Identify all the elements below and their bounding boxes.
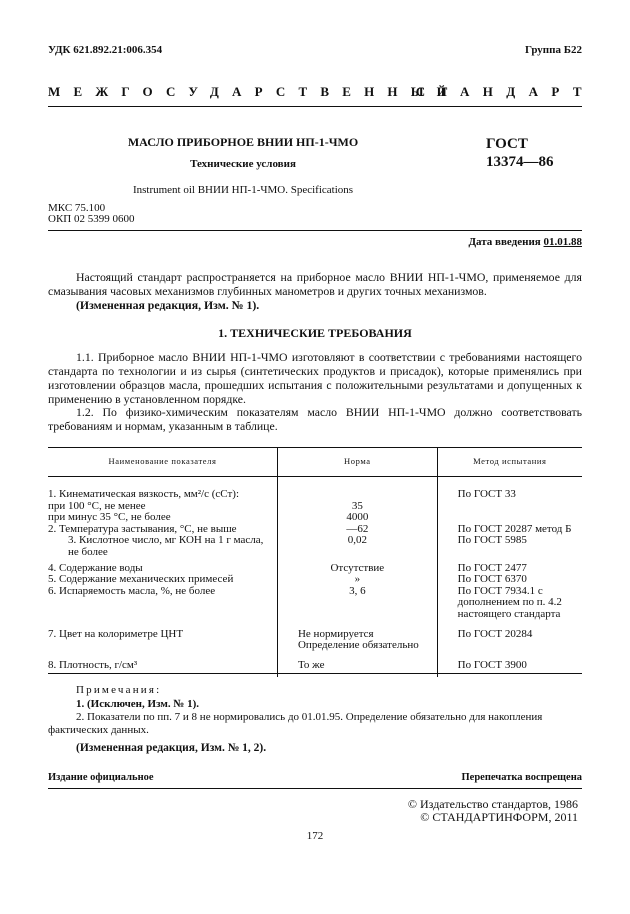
note-1: 1. (Исключен, Изм. № 1). (76, 698, 200, 710)
intro-paragraph (48, 270, 582, 298)
row-name: 5. Содержание механических примесей (48, 574, 277, 586)
row-method: По ГОСТ 7934.1 с дополнением по п. 4.2 настоящего стандарта (457, 584, 562, 620)
section-heading: 1. ТЕХНИЧЕСКИЕ ТРЕБОВАНИЯ (218, 326, 412, 340)
document-subtitle: Технические условия (190, 158, 296, 170)
paragraph-1-1 (48, 350, 582, 406)
row-method: По ГОСТ 6370 (457, 573, 527, 586)
row-name: 3. Кислотное число, мг КОН на 1 г масла, не более (48, 535, 277, 558)
row-name: при минус 35 °С, не более (48, 512, 277, 524)
row-method: По ГОСТ 20287 метод Б (457, 522, 572, 535)
group-code: Группа Б22 (525, 44, 582, 56)
table-bottom-rule (48, 673, 582, 674)
official-edition: Издание официальное (48, 772, 154, 783)
row-norm: 0,02 (277, 535, 437, 558)
standard-banner (48, 84, 595, 102)
paragraph-1-2 (48, 405, 582, 433)
row-method: По ГОСТ 33 (457, 488, 516, 500)
col-header-name: Наименование показателя (48, 448, 277, 477)
note-2-text: 2. Показатели по пп. 7 и 8 не нормировались до 01.01.95. Определение обязательно для накопления фактических данных. (48, 711, 543, 736)
row-norm: 35 (277, 501, 437, 513)
document-title: МАСЛО ПРИБОРНОЕ ВНИИ НП-1-ЧМО (127, 135, 359, 149)
row-method: По ГОСТ 3900 (457, 658, 527, 671)
banner-left-text: МЕЖГОСУДАРСТВЕННЫЙ (48, 84, 460, 99)
date-label: Дата введения (468, 236, 541, 248)
row-name: 7. Цвет на колориметре ЦНТ (48, 629, 277, 660)
table-row (48, 660, 582, 678)
footer-rule (48, 788, 582, 789)
row-norm: 4000 (277, 512, 437, 524)
row-norm: Отсутствие (277, 559, 437, 575)
intro-text: Настоящий стандарт распространяется на приборное масло ВНИИ НП-1-ЧМО, применяемое для смазывания часовых механизмов глубинных манометров и других точных механизмов. (48, 270, 582, 298)
col-header-norm: Норма (277, 448, 437, 477)
classification-codes (48, 203, 134, 225)
row-norm: Не нормируется Определение обязательно (277, 629, 437, 660)
note-2 (48, 711, 582, 736)
row-norm: То же (277, 660, 437, 678)
notes-amendment: (Измененная редакция, Изм. № 1, 2). (76, 742, 267, 754)
row-method (437, 501, 582, 513)
row-norm (277, 489, 437, 501)
copyright-2: © СТАНДАРТИНФОРМ, 2011 (420, 810, 578, 824)
date-value: 01.01.88 (543, 236, 582, 248)
specification-table (48, 447, 582, 677)
udk-code: УДК 621.892.21:006.354 (48, 44, 163, 56)
row-name: 6. Испаряемость масла, %, не более (48, 586, 277, 629)
table-row (48, 489, 582, 501)
codes-rule (48, 230, 582, 231)
row-name: при 100 °С, не менее (48, 501, 277, 513)
gost-code: 13374—86 (486, 154, 554, 170)
row-norm: —62 (277, 524, 437, 536)
table-row (48, 586, 582, 629)
reprint-prohibited: Перепечатка воспрещена (461, 772, 582, 783)
copyright-1: © Издательство стандартов, 1986 (407, 797, 578, 811)
notes-heading: Примечания: (76, 684, 162, 696)
english-title: Instrument oil ВНИИ НП-1-ЧМО. Specifications (132, 184, 354, 196)
row-name: 2. Температура застывания, °С, не выше (48, 524, 277, 536)
row-name: 4. Содержание воды (48, 559, 277, 575)
table-row (48, 629, 582, 660)
page-number: 172 (306, 830, 324, 842)
paragraph-1-2-text: 1.2. По физико-химическим показателям масло ВНИИ НП-1-ЧМО должно соответствовать требованиям и нормам, указанным в таблице. (48, 405, 582, 433)
row-norm: » (277, 574, 437, 586)
table-row (48, 535, 582, 558)
okp-code: ОКП 02 5399 0600 (48, 213, 135, 225)
introduction-date (468, 236, 582, 248)
row-norm: 3, 6 (277, 586, 437, 629)
row-name: 8. Плотность, г/см³ (48, 660, 277, 678)
intro-amendment: (Измененная редакция, Изм. № 1). (76, 298, 260, 312)
header-rule (48, 106, 582, 107)
col-header-method: Метод испытания (437, 448, 582, 477)
banner-right-text: СТАНДАРТ (415, 84, 595, 99)
row-method: По ГОСТ 5985 (457, 534, 527, 547)
row-name: 1. Кинематическая вязкость, мм²/с (сСт): (48, 489, 277, 501)
table-row (48, 559, 582, 575)
row-method: По ГОСТ 20284 (457, 627, 533, 640)
paragraph-1-1-text: 1.1. Приборное масло ВНИИ НП-1-ЧМО изготовляют в соответствии с требованиями настоящего стандарта по технологии и из сырья (синтетических продуктов и присадок), которые применялись при изготовлении образцов масла, прошедших испытания с положительными результатами и допущенных к применению в установленном порядке. (48, 350, 582, 406)
gost-number (486, 135, 554, 171)
gost-label: ГОСТ (486, 136, 528, 152)
mks-code: МКС 75.100 (48, 202, 106, 214)
table-row (48, 574, 582, 586)
row-method: По ГОСТ 2477 (457, 561, 527, 574)
